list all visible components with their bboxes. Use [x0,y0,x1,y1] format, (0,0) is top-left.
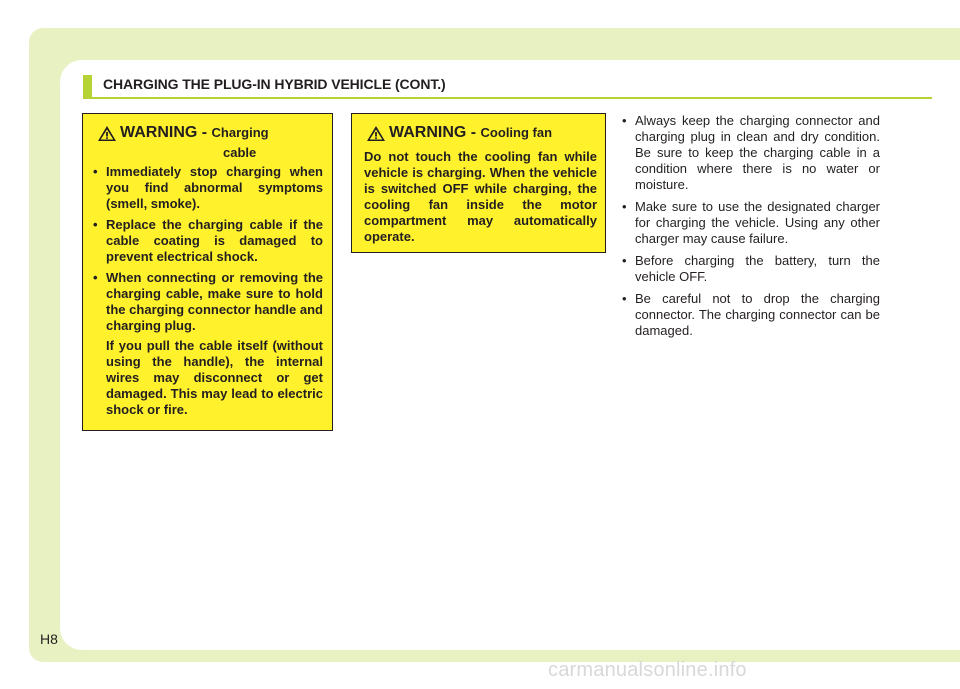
list-item-text: Always keep the charging connector and charging plug in clean and dry condition. Be sure to keep the charging cable in a condition where there is no water or moisture. [635,113,880,192]
list-item-text: Immediately stop charging when you find abnormal symptoms (smell, smoke). [106,164,323,211]
list-item-text: When connecting or removing the charging cable, make sure to hold the charging connector handle and charging plug. [106,270,323,333]
warning-box-cooling-fan [351,113,606,253]
list-item [622,199,880,247]
warning-text: Do not touch the cooling fan while vehicle is charging. When the vehicle is switched OFF while charging, the cooling fan inside the motor compartment may automatically operate. [364,149,597,244]
warning-extra-paragraph: If you pull the cable itself (without using the handle), the internal wires may disconnect or get damaged. This may lead to electric shock or fire. [106,338,323,417]
bullet: • [622,199,627,214]
list-item-text: Be careful not to drop the charging connector. The charging connector can be damaged. [635,291,880,338]
instruction-list [622,113,880,345]
watermark: carmanualsonline.info [548,659,747,681]
section-header [83,75,932,101]
page-number: H8 [40,631,58,647]
list-item-text: Make sure to use the designated charger for charging the vehicle. Using any other charger may cause failure. [635,199,880,246]
warning-subject: Cooling fan [480,125,553,140]
warning-subject-continued: cable [223,145,257,160]
list-item [93,217,323,265]
bullet: • [622,113,627,128]
list-item [622,253,880,285]
warning-triangle-icon [366,125,386,142]
bullet: • [622,291,627,306]
list-item [93,164,323,212]
bullet: • [93,164,98,179]
warning-label: WARNING - [389,124,481,141]
section-title: CHARGING THE PLUG-IN HYBRID VEHICLE (CONT.) [103,76,446,92]
list-item [622,113,880,193]
bullet: • [93,270,98,285]
warning-subject: Charging [211,125,269,140]
section-accent-bar [83,75,92,97]
warning-triangle-icon [97,125,117,142]
list-item [93,270,323,334]
list-item-text: Before charging the battery, turn the vehicle OFF. [635,253,880,284]
bullet: • [622,253,627,268]
warning-heading [389,124,552,142]
warning-box-charging-cable [82,113,333,431]
warning-label: WARNING - [120,124,212,141]
bullet: • [93,217,98,232]
warning-heading [120,124,269,142]
list-item-text: Replace the charging cable if the cable coating is damaged to prevent electrical shock. [106,217,323,264]
warning-list [93,164,323,418]
list-item [622,291,880,339]
section-underline [83,97,932,99]
